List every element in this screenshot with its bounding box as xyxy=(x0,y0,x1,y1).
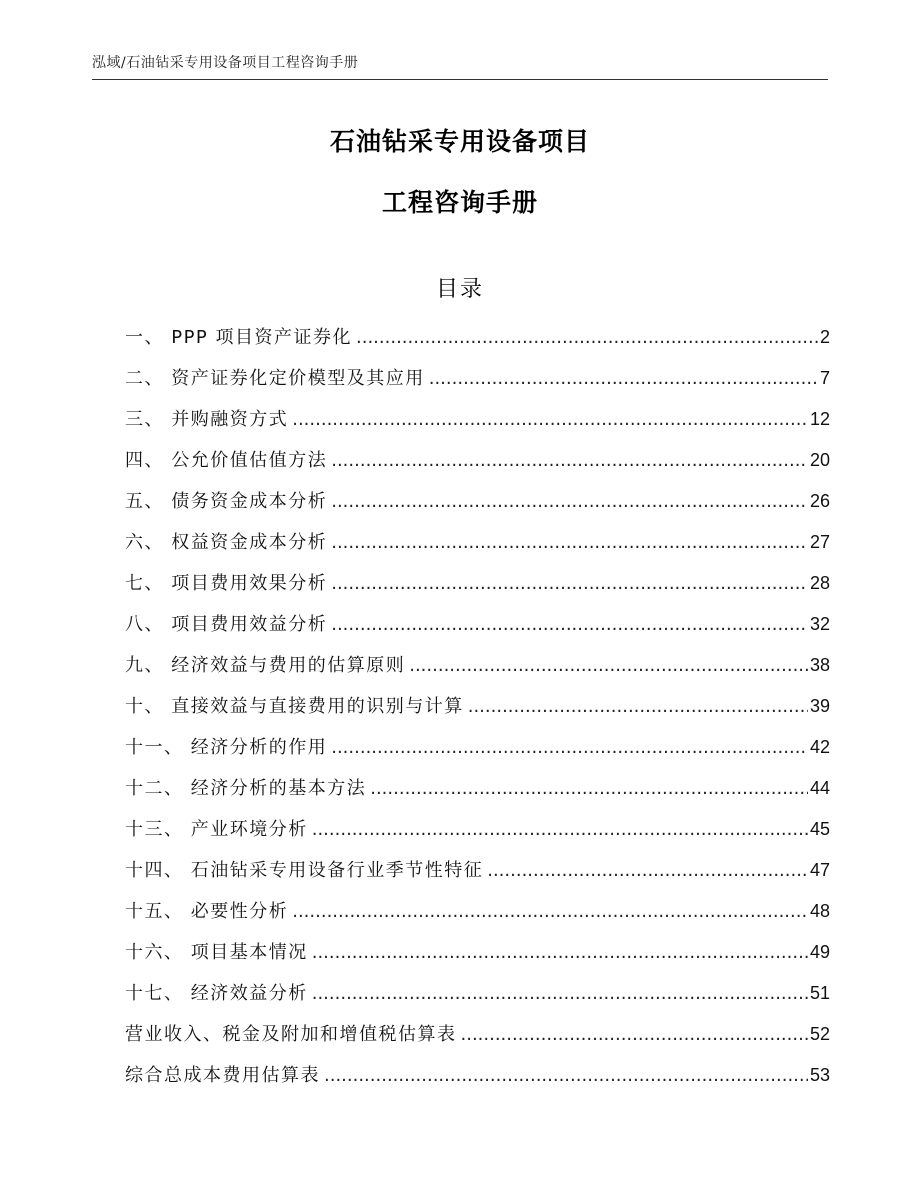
toc-entry-page: 26 xyxy=(809,491,830,511)
toc-entry-page: 53 xyxy=(809,1065,830,1085)
toc-entry-17[interactable] xyxy=(125,979,830,1020)
toc-entry-page: 42 xyxy=(809,737,830,757)
toc-leader-dots xyxy=(331,570,808,598)
toc-leader-dots xyxy=(468,693,808,721)
toc-entry-2[interactable] xyxy=(125,364,830,405)
toc-entry-label: 一、 PPP 项目资产证券化 xyxy=(125,327,353,348)
toc-entry-3[interactable] xyxy=(125,405,830,446)
toc-leader-dots xyxy=(409,652,808,680)
toc-entry-label: 十四、 石油钻采专用设备行业季节性特征 xyxy=(125,860,484,881)
toc-leader-dots xyxy=(312,816,808,844)
toc-entry-label: 六、 权益资金成本分析 xyxy=(125,532,328,553)
toc-entry-page: 52 xyxy=(809,1024,830,1044)
toc-leader-dots xyxy=(324,1062,808,1090)
toc-entry-label: 十二、 经济分析的基本方法 xyxy=(125,778,367,799)
toc-entry-6[interactable] xyxy=(125,528,830,569)
toc-entry-label: 三、 并购融资方式 xyxy=(125,409,289,430)
toc-entry-label: 八、 项目费用效益分析 xyxy=(125,614,328,635)
toc-entry-15[interactable] xyxy=(125,897,830,938)
toc-entry-11[interactable] xyxy=(125,733,830,774)
toc-leader-dots xyxy=(331,611,808,639)
toc-entry-page: 48 xyxy=(809,901,830,921)
toc-leader-dots xyxy=(461,1021,808,1049)
toc-entry-page: 28 xyxy=(809,573,830,593)
toc-leader-dots xyxy=(331,488,808,516)
toc-entry-label: 九、 经济效益与费用的估算原则 xyxy=(125,655,406,676)
toc-entry-label: 二、 资产证券化定价模型及其应用 xyxy=(125,368,425,389)
toc-entry-page: 49 xyxy=(809,942,830,962)
toc-entry-page: 44 xyxy=(809,778,830,798)
toc-entry-13[interactable] xyxy=(125,815,830,856)
toc-entry-18[interactable] xyxy=(125,1020,830,1061)
toc-entry-label: 十七、 经济效益分析 xyxy=(125,983,308,1004)
toc-entry-4[interactable] xyxy=(125,446,830,487)
toc-entry-page: 20 xyxy=(809,450,830,470)
toc-entry-5[interactable] xyxy=(125,487,830,528)
toc-leader-dots xyxy=(331,734,808,762)
toc-entry-page: 32 xyxy=(809,614,830,634)
toc-entry-16[interactable] xyxy=(125,938,830,979)
toc-leader-dots xyxy=(429,365,818,393)
toc-entry-page: 12 xyxy=(809,409,830,429)
toc-heading: 目录 xyxy=(435,277,484,302)
toc-entry-9[interactable] xyxy=(125,651,830,692)
toc-entry-page: 27 xyxy=(809,532,830,552)
toc-entry-label: 四、 公允价值估值方法 xyxy=(125,450,328,471)
toc-entry-label: 综合总成本费用估算表 xyxy=(125,1065,320,1086)
header-divider xyxy=(92,79,828,80)
toc-leader-dots xyxy=(292,406,808,434)
toc-entry-8[interactable] xyxy=(125,610,830,651)
document-title-line-1: 石油钻采专用设备项目 xyxy=(329,127,590,156)
toc-leader-dots xyxy=(356,324,818,352)
toc-entry-label: 十三、 产业环境分析 xyxy=(125,819,308,840)
toc-leader-dots xyxy=(370,775,808,803)
toc-entry-page: 2 xyxy=(819,327,830,347)
toc-entry-12[interactable] xyxy=(125,774,830,815)
toc-entry-10[interactable] xyxy=(125,692,830,733)
toc-entry-19[interactable] xyxy=(125,1061,830,1102)
toc-entry-14[interactable] xyxy=(125,856,830,897)
toc-entry-7[interactable] xyxy=(125,569,830,610)
toc-entry-label: 五、 债务资金成本分析 xyxy=(125,491,328,512)
table-of-contents xyxy=(125,323,830,1102)
page-header: 泓域/石油钻采专用设备项目工程咨询手册 xyxy=(92,55,359,71)
toc-entry-1[interactable] xyxy=(125,323,830,364)
toc-entry-page: 7 xyxy=(819,368,830,388)
toc-entry-page: 45 xyxy=(809,819,830,839)
toc-entry-label: 营业收入、税金及附加和增值税估算表 xyxy=(125,1024,457,1045)
toc-entry-page: 51 xyxy=(809,983,830,1003)
toc-entry-page: 47 xyxy=(809,860,830,880)
toc-leader-dots xyxy=(312,939,808,967)
toc-entry-label: 七、 项目费用效果分析 xyxy=(125,573,328,594)
toc-leader-dots xyxy=(331,447,808,475)
toc-leader-dots xyxy=(331,529,808,557)
toc-leader-dots xyxy=(487,857,808,885)
toc-entry-label: 十、 直接效益与直接费用的识别与计算 xyxy=(125,696,464,717)
toc-entry-page: 38 xyxy=(809,655,830,675)
toc-entry-page: 39 xyxy=(809,696,830,716)
toc-leader-dots xyxy=(312,980,808,1008)
toc-entry-label: 十六、 项目基本情况 xyxy=(125,942,308,963)
toc-entry-label: 十五、 必要性分析 xyxy=(125,901,289,922)
toc-entry-label: 十一、 经济分析的作用 xyxy=(125,737,328,758)
toc-leader-dots xyxy=(292,898,808,926)
document-title-line-2: 工程咨询手册 xyxy=(381,188,538,217)
